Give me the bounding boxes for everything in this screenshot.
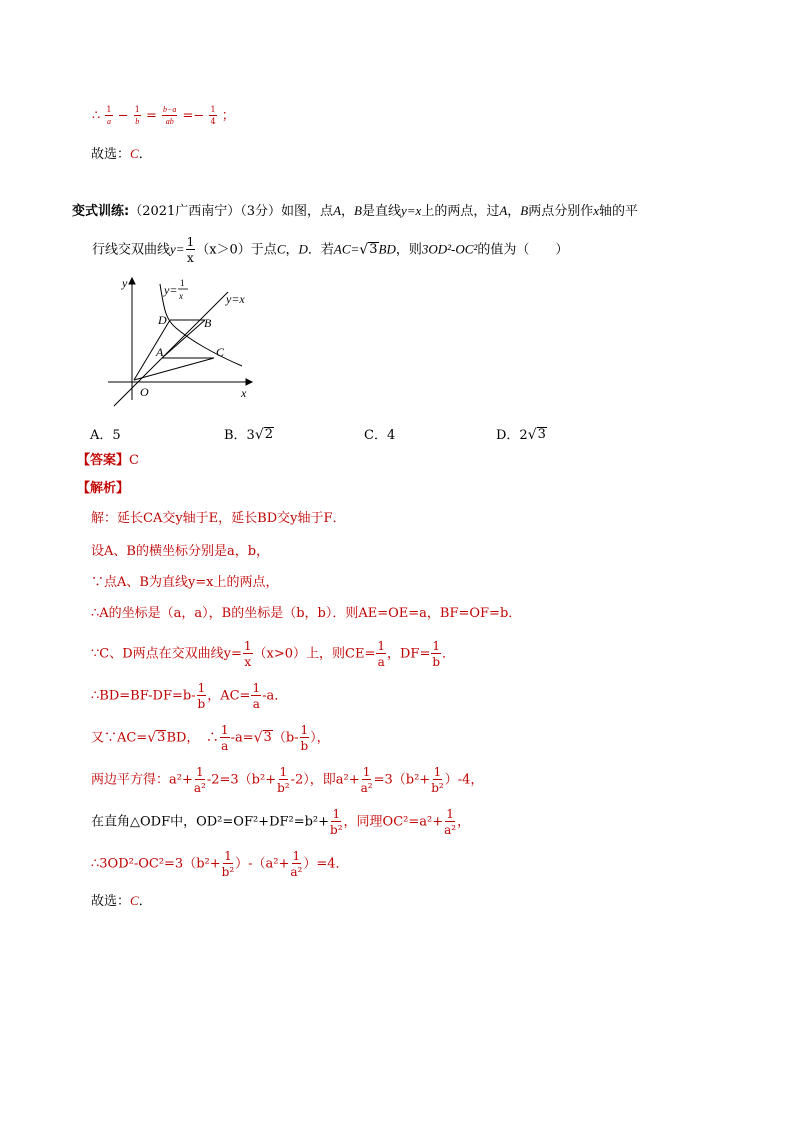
point-D-label: D [158, 313, 167, 327]
analysis-line-5: ∵C、D两点在交双曲线y= $\frac{1}{x}$ （x>0）上，则CE= $\frac{1}{a}$ ，DF= $\frac{1}{b}$ ． [91, 639, 455, 669]
analysis-line-8: 两边平方得：a²+ $\frac{1}{\text{a²}}$ -2=3（b²+ $\frac{1}{\text{b²}}$ -2），即a²+ $\frac{1}{\text{a²}}$ =3（b²+ $\frac{1}{\text{b²}}$ ）-4， [91, 765, 484, 795]
y-axis-arrow [129, 278, 135, 284]
fraction-1-over-a: $\frac{1}{a}$ [106, 105, 112, 126]
analysis-line-4: ∴A的坐标是（a，a），B的坐标是（b，b）．则AE=OE=a，BF=OF=b． [91, 606, 522, 621]
analysis-label: 【解析】 [77, 481, 130, 496]
sqrt-3: √ 3 [359, 241, 378, 258]
line-y-eq-x [114, 292, 228, 406]
answer-label: 【答案】C [77, 453, 139, 468]
answer-value: C [129, 453, 139, 468]
point-B-label: B [204, 316, 212, 330]
top-result-line: ∴ $\frac{1}{a}$ − $\frac{1}{b}$ = $\frac{b-a}{ab}$ =− $\frac{1}{4}$ ； [92, 105, 235, 126]
analysis-line-2: 设A、B的横坐标分别是a，b， [91, 544, 270, 559]
therefore-symbol: ∴ [92, 108, 101, 124]
option-b: B．3 √ 2 [224, 427, 274, 443]
fraction-1-over-4: $\frac{1}{4}$ [210, 105, 216, 126]
problem-figure [104, 270, 264, 410]
origin-label: O [140, 385, 149, 399]
choose-answer: C [130, 146, 139, 161]
line-label: y=x [226, 292, 245, 306]
fraction-1-over-x: $\frac{1}{x}$ [186, 235, 195, 265]
curve-label-num: 1 [180, 278, 185, 288]
analysis-line-11: 故选：C． [91, 893, 152, 909]
segment-AB-diagonal [162, 320, 205, 358]
option-d: D．2 √ 3 [496, 427, 546, 443]
analysis-line-9: 在直角△ODF中，OD²=OF²+DF²=b²+ $\frac{1}{\text{b²}}$ ，同理OC²=a²+ $\frac{1}{\text{a²}}$ ， [91, 807, 471, 837]
y-axis-label: y [122, 276, 128, 290]
problem-line-2: 行线交双曲线y= $\frac{1}{x}$ （x＞0）于点C，D．若AC= √ 3 BD，则3OD²-OC²的值为（ ） [92, 235, 569, 265]
analysis-line-3: ∵点A、B为直线y=x上的两点， [91, 575, 279, 590]
option-a: A．5 [90, 428, 121, 443]
x-axis-label: x [241, 386, 247, 400]
top-choose-line: 故选：C． [91, 146, 152, 162]
curve-label-den: x [179, 291, 183, 301]
analysis-line-10: ∴3OD²-OC²=3（b²+ $\frac{1}{\text{b²}}$ ）-（a²+ $\frac{1}{\text{a²}}$ ）=4． [91, 849, 349, 879]
fraction-b-minus-a-over-ab: $\frac{b-a}{ab}$ [162, 105, 177, 126]
problem-label: 变式训练: [72, 204, 130, 219]
option-c: C．4 [364, 428, 396, 443]
target-expression: 3OD²-OC² [421, 241, 478, 257]
curve-label-prefix: y= [164, 283, 178, 297]
point-A-label: A [156, 345, 164, 359]
analysis-line-7: 又∵AC= √ 3 BD， ∴ $\frac{1}{a}$ -a= √ 3 （b- $\frac{1}{b}$ ）， [91, 723, 330, 753]
segment-OD [134, 320, 170, 380]
fraction-1-over-b: $\frac{1}{b}$ [134, 105, 140, 126]
problem-line-1: 变式训练:（2021广西南宁）（3分）如图，点A，B是直线y=x上的两点，过A，B两点分别作x轴的平 [72, 203, 639, 219]
point-C-label: C [216, 345, 225, 359]
segment-OC [134, 358, 214, 380]
analysis-line-1: 解：延长CA交y轴于E，延长BD交y轴于F． [91, 511, 346, 526]
analysis-line-6: ∴BD=BF-DF=b- $\frac{1}{b}$ ，AC= $\frac{1}{a}$ -a． [91, 681, 288, 711]
x-axis-arrow [246, 379, 252, 385]
